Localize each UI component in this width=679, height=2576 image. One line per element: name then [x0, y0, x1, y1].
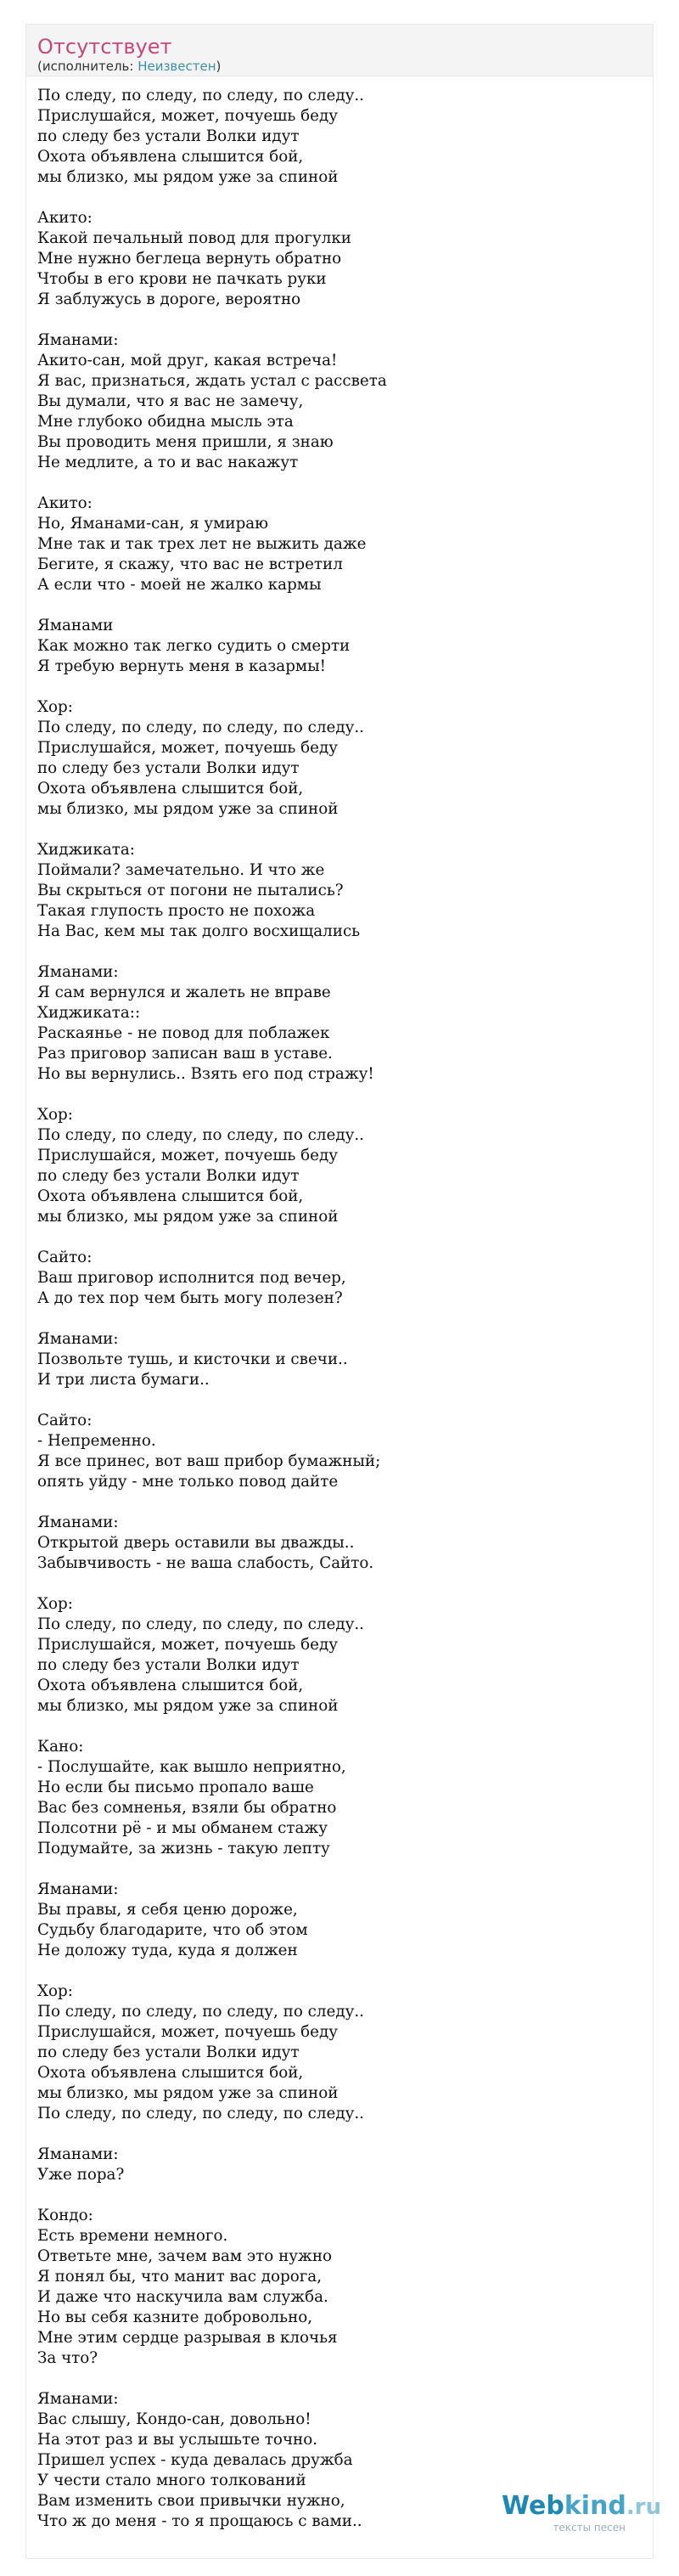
lyric-line: Хиджиката:: [37, 1004, 141, 1022]
webkind-logo[interactable] [502, 2491, 662, 2534]
stanza-gap [37, 2369, 644, 2389]
lyric-line: Охота объявлена слышится бой, [37, 1677, 304, 1694]
artist-line [37, 59, 221, 74]
lyric-line: Кано: [37, 1738, 84, 1756]
lyric-line: Акито: [37, 209, 93, 227]
lyric-line: по следу без устали Волки идут [37, 127, 300, 145]
lyric-line: Я заблужусь в дороге, вероятно [37, 290, 301, 308]
lyric-line: Мне глубоко обидна мысль эта [37, 413, 294, 431]
lyric-line: Хиджиката: [37, 841, 135, 859]
lyric-line: Я сам вернулся и жалеть не вправе [37, 984, 331, 1001]
lyric-line: Я требую вернуть меня в казармы! [37, 657, 327, 675]
lyric-line: Яманами: [37, 2390, 119, 2408]
lyric-line: Вы скрыться от погони не пытались? [37, 882, 344, 899]
lyric-line: Полсотни рё - и мы обманем стажу [37, 1819, 328, 1837]
lyric-line: по следу без устали Волки идут [37, 1656, 300, 1674]
lyric-line: Ответьте мне, зачем вам это нужно [37, 2247, 333, 2265]
lyric-line: Хор: [37, 1595, 73, 1613]
lyric-line: Забывчивость - не ваша слабость, Сайто. [37, 1554, 374, 1572]
lyric-line: Яманами: [37, 2145, 119, 2163]
lyric-line: На этот раз и вы услышьте точно. [37, 2431, 318, 2449]
lyric-line: Прислушайся, может, почуешь беду [37, 107, 338, 125]
lyric-line: За что? [37, 2349, 98, 2367]
logo-kind: kind [564, 2491, 626, 2521]
lyric-line: А если что - моей не жалко кармы [37, 576, 322, 594]
lyric-line: Сайто: [37, 1412, 93, 1429]
stanza-gap [37, 1085, 644, 1105]
lyric-line: Яманами: [37, 1880, 119, 1898]
lyric-line: И даже что наскучила вам служба. [37, 2288, 328, 2306]
lyric-line: Какой печальный повод для прогулки [37, 229, 351, 247]
lyric-line: Вы проводить меня пришли, я знаю [37, 433, 334, 451]
lyric-line: По следу, по следу, по следу, по следу.. [37, 87, 364, 104]
stanza-gap [37, 1227, 644, 1248]
lyric-line: Позвольте тушь, и кисточки и свечи.. [37, 1350, 348, 1368]
lyric-line: Я все принес, вот ваш прибор бумажный; [37, 1452, 381, 1470]
lyrics-page [25, 24, 662, 2559]
lyric-line: По следу, по следу, по следу, по следу.. [37, 1615, 364, 1633]
lyric-line: Ваш приговор исполнится под вечер, [37, 1269, 346, 1287]
lyric-line: По следу, по следу, по следу, по следу.. [37, 1126, 364, 1144]
lyric-line: Что ж до меня - то я прощаюсь с вами.. [37, 2512, 362, 2530]
lyric-line: Вам изменить свои привычки нужно, [37, 2492, 345, 2510]
lyric-line: Прислушайся, может, почуешь беду [37, 739, 338, 757]
lyric-line: Яманами: [37, 331, 119, 349]
lyric-line: - Непременно. [37, 1432, 156, 1450]
lyric-line: Но если бы письмо пропало ваше [37, 1778, 314, 1796]
lyrics-text [37, 86, 644, 2532]
lyric-line: мы близко, мы рядом уже за спиной [37, 800, 339, 818]
lyric-line: мы близко, мы рядом уже за спиной [37, 1697, 339, 1715]
lyric-line: по следу без устали Волки идут [37, 2043, 300, 2061]
lyric-line: Поймали? замечательно. И что же [37, 861, 325, 879]
stanza-gap [37, 310, 644, 330]
stanza-gap [37, 2185, 644, 2206]
lyric-line: Акито: [37, 494, 93, 512]
lyric-line: по следу без устали Волки идут [37, 759, 300, 777]
lyric-line: мы близко, мы рядом уже за спиной [37, 1208, 339, 1226]
lyric-line: Хор: [37, 698, 73, 716]
lyric-line: Мне этим сердце разрывая в клочья [37, 2329, 338, 2347]
lyric-line: На Вас, кем мы так долго восхищались [37, 922, 361, 940]
lyric-line: Раз приговор записан ваш в уставе. [37, 1045, 333, 1063]
lyric-line: Хор: [37, 1982, 73, 2000]
lyric-line: Прислушайся, может, почуешь беду [37, 1636, 338, 1654]
lyric-line: опять уйду - мне только повод дайте [37, 1473, 339, 1491]
lyric-line: Охота объявлена слышится бой, [37, 2064, 304, 2082]
song-title: Отсутствует [37, 35, 172, 59]
lyric-line: Мне так и так трех лет не выжить даже [37, 535, 367, 553]
lyric-line: Есть времени немного. [37, 2227, 228, 2245]
lyric-line: А до тех пор чем быть могу полезен? [37, 1289, 343, 1307]
lyric-line: Но вы вернулись.. Взять его под стражу! [37, 1065, 374, 1083]
lyric-line: Уже пора? [37, 2166, 125, 2184]
lyric-line: Бегите, я скажу, что вас не встретил [37, 555, 343, 573]
stanza-gap [37, 2124, 644, 2145]
lyric-line: Раскаянье - не повод для поблажек [37, 1024, 330, 1042]
stanza-gap [37, 1574, 644, 1594]
stanza-gap [37, 677, 644, 697]
lyric-line: Прислушайся, может, почуешь беду [37, 1147, 338, 1164]
lyric-line: Подумайте, за жизнь - такую лепту [37, 1840, 330, 1857]
artist-suffix: ) [216, 59, 222, 74]
stanza-gap [37, 820, 644, 840]
lyric-line: Охота объявлена слышится бой, [37, 148, 304, 166]
stanza-gap [37, 473, 644, 493]
lyric-line: Яманами: [37, 963, 119, 981]
lyric-line: Мне нужно беглеца вернуть обратно [37, 250, 342, 268]
artist-prefix: (исполнитель: [37, 59, 138, 74]
lyric-line: Такая глупость просто не похожа [37, 902, 316, 920]
lyric-line: Не медлите, а то и вас накажут [37, 454, 299, 471]
lyric-line: - Послушайте, как вышло неприятно, [37, 1758, 346, 1776]
lyric-line: У чести стало много толкований [37, 2472, 306, 2489]
lyric-line: Открытой дверь оставили вы дважды.. [37, 1534, 355, 1552]
lyric-line: Яманами [37, 617, 114, 634]
logo-tagline: тексты песен [553, 2522, 626, 2534]
lyric-line: Я понял бы, что манит вас дорога, [37, 2268, 323, 2286]
lyric-line: Судьбу благодарите, что об этом [37, 1921, 308, 1939]
lyric-line: И три листа бумаги.. [37, 1371, 210, 1389]
lyric-line: Пришел успех - куда девалась дружба [37, 2451, 353, 2469]
lyric-line: Охота объявлена слышится бой, [37, 780, 304, 798]
stanza-gap [37, 1390, 644, 1411]
lyric-line: Кондо: [37, 2207, 93, 2224]
lyric-line: Как можно так легко судить о смерти [37, 637, 351, 655]
stanza-gap [37, 1859, 644, 1880]
lyric-line: Хор: [37, 1106, 73, 1124]
lyric-line: По следу, по следу, по следу, по следу.. [37, 2105, 364, 2122]
lyric-line: Прислушайся, может, почуешь беду [37, 2023, 338, 2041]
lyric-line: Вас без сомненья, взяли бы обратно [37, 1799, 337, 1817]
lyric-line: мы близко, мы рядом уже за спиной [37, 2084, 339, 2102]
lyric-line: по следу без устали Волки идут [37, 1167, 300, 1185]
lyric-line: Яманами: [37, 1330, 119, 1348]
artist-link[interactable]: Неизвестен [137, 59, 216, 74]
lyric-line: По следу, по следу, по следу, по следу.. [37, 719, 364, 736]
lyric-line: мы близко, мы рядом уже за спиной [37, 168, 339, 186]
stanza-gap [37, 595, 644, 616]
lyric-line: Охота объявлена слышится бой, [37, 1187, 304, 1205]
lyric-line: Чтобы в его крови не пачкать руки [37, 270, 327, 288]
stanza-gap [37, 188, 644, 208]
lyric-line: Не доложу туда, куда я должен [37, 1942, 298, 1959]
lyric-line: Сайто: [37, 1249, 93, 1266]
lyric-line: Я вас, признаться, ждать устал с рассвета [37, 372, 387, 390]
lyric-line: Яманами: [37, 1513, 119, 1531]
lyric-line: Акито-сан, мой друг, какая встреча! [37, 352, 338, 369]
logo-wordmark [502, 2491, 662, 2522]
logo-ru: .ru [626, 2494, 662, 2520]
lyric-line: Вы думали, что я вас не замечу, [37, 392, 304, 410]
stanza-gap [37, 1961, 644, 1981]
stanza-gap [37, 1309, 644, 1329]
stanza-gap [37, 942, 644, 962]
lyric-line: Вас слышу, Кондо-сан, довольно! [37, 2410, 311, 2428]
stanza-gap [37, 1716, 644, 1737]
logo-web: Web [502, 2491, 564, 2521]
lyric-line: Вы правы, я себя ценю дороже, [37, 1901, 298, 1919]
stanza-gap [37, 1492, 644, 1513]
lyric-line: По следу, по следу, по следу, по следу.. [37, 2003, 364, 2021]
lyric-line: Но вы себя казните добровольно, [37, 2308, 313, 2326]
lyric-line: Но, Яманами-сан, я умираю [37, 515, 269, 533]
song-header [26, 25, 653, 76]
